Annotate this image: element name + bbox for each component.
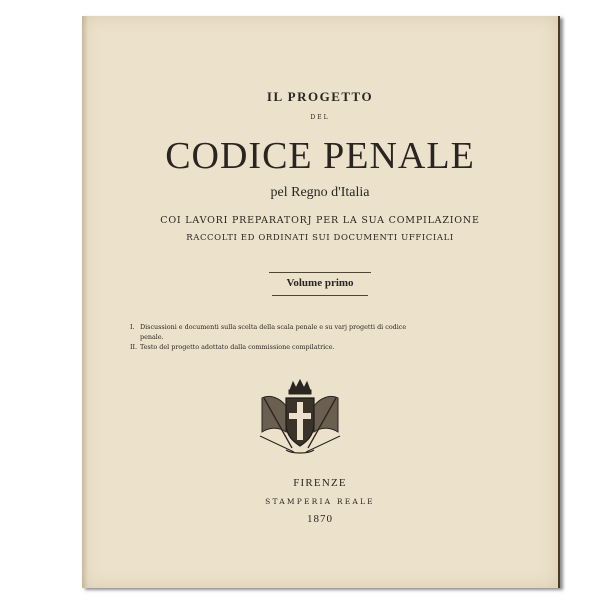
contents-item-number: II.: [130, 343, 138, 351]
imprint-city: FIRENZE: [293, 477, 347, 489]
title-line-del: DEL: [310, 114, 330, 121]
volume-rule-bottom: [272, 295, 368, 296]
contents-list: [130, 322, 430, 352]
contents-item: [130, 342, 430, 352]
description-line-1: COI LAVORI PREPARATORJ PER LA SUA COMPILAZIONE: [160, 215, 480, 226]
contents-item-number: I.: [130, 323, 135, 331]
volume-label: Volume primo: [286, 277, 354, 289]
contents-item: [130, 322, 430, 342]
title-line-il-progetto: IL PROGETTO: [266, 89, 374, 104]
main-title: CODICE PENALE: [165, 135, 475, 177]
subtitle: pel Regno d'Italia: [270, 185, 370, 200]
imprint-year: 1870: [307, 513, 333, 525]
volume-rule-top: [269, 272, 371, 273]
book-title-page: [82, 16, 560, 588]
description-line-2: RACCOLTI ED ORDINATI SUI DOCUMENTI UFFICIALI: [186, 233, 454, 243]
contents-item-text: Discussioni e documenti sulla scelta della scala penale e su varj progetti di codice penale.: [140, 323, 407, 341]
imprint-printer: STAMPERIA REALE: [265, 497, 375, 506]
contents-item-text: Testo del progetto adottato dalla commissione compilatrice.: [140, 343, 335, 351]
savoy-coat-of-arms-icon: [250, 376, 350, 458]
